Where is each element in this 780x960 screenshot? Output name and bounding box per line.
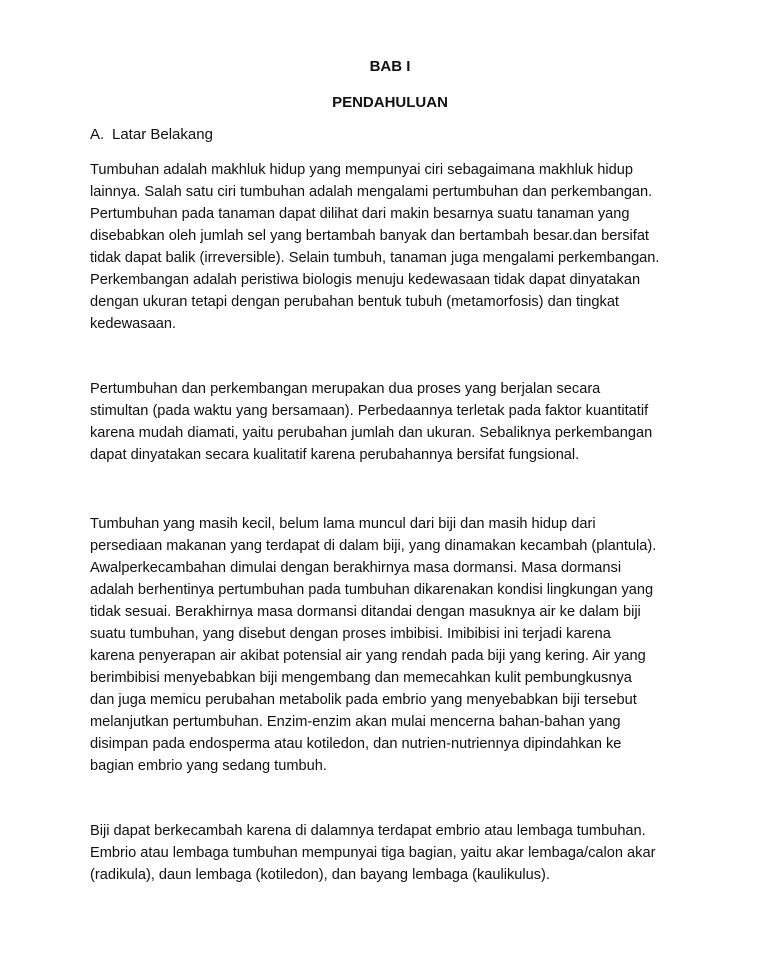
section-heading (90, 126, 213, 143)
paragraph-line: tidak sesuai. Berakhirnya masa dormansi ditandai dengan masuknya air ke dalam biji (90, 604, 641, 620)
paragraph-line: Tumbuhan yang masih kecil, belum lama muncul dari biji dan masih hidup dari (90, 516, 596, 532)
paragraph-line: kedewasaan. (90, 316, 177, 332)
paragraph-line: melanjutkan pertumbuhan. Enzim-enzim akan mulai mencerna bahan-bahan yang (90, 714, 621, 730)
paragraph-line: Awalperkecambahan dimulai dengan berakhirnya masa dormansi. Masa dormansi (90, 560, 622, 576)
paragraph-line: Perkembangan adalah peristiwa biologis menuju kedewasaan tidak dapat dinyatakan (90, 272, 641, 288)
paragraph-line: Tumbuhan adalah makhluk hidup yang mempunyai ciri sebagaimana makhluk hidup (90, 162, 633, 178)
paragraph-line: Pertumbuhan dan perkembangan merupakan dua proses yang berjalan secara (90, 381, 601, 397)
paragraph-line: dan juga memicu perubahan metabolik pada embrio yang menyebabkan biji tersebut (90, 692, 637, 708)
section-title: Latar Belakang (112, 126, 213, 143)
chapter-title: PENDAHULUAN (332, 94, 448, 111)
paragraph-line: Embrio atau lembaga tumbuhan mempunyai tiga bagian, yaitu akar lembaga/calon akar (90, 845, 656, 861)
paragraph-line: suatu tumbuhan, yang disebut dengan proses imbibisi. Imibibisi ini terjadi karena (90, 626, 611, 642)
paragraph-1 (90, 159, 710, 335)
paragraph-line: adalah berhentinya pertumbuhan pada tumbuhan dikarenakan kondisi lingkungan yang (90, 582, 654, 598)
section-marker: A. (90, 126, 105, 143)
paragraph-3 (90, 513, 710, 777)
paragraph-line: (radikula), daun lembaga (kotiledon), dan bayang lembaga (kaulikulus). (90, 867, 550, 883)
paragraph-line: Pertumbuhan pada tanaman dapat dilihat dari makin besarnya suatu tanaman yang (90, 206, 630, 222)
paragraph-line: dapat dinyatakan secara kualitatif karena perubahannya bersifat fungsional. (90, 447, 580, 463)
paragraph-line: dengan ukuran tetapi dengan perubahan bentuk tubuh (metamorfosis) dan tingkat (90, 294, 619, 310)
paragraph-2 (90, 378, 710, 466)
paragraph-line: disebabkan oleh jumlah sel yang bertambah banyak dan bertambah besar.dan bersifat (90, 228, 649, 244)
paragraph-line: berimbibisi menyebabkan biji mengembang dan memecahkan kulit pembungkusnya (90, 670, 632, 686)
paragraph-line: persediaan makanan yang terdapat di dalam biji, yang dinamakan kecambah (plantula). (90, 538, 657, 554)
paragraph-line: stimultan (pada waktu yang bersamaan). Perbedaannya terletak pada faktor kuantitatif (90, 403, 649, 419)
paragraph-line: disimpan pada endosperma atau kotiledon, dan nutrien-nutriennya dipindahkan ke (90, 736, 622, 752)
paragraph-line: karena mudah diamati, yaitu perubahan jumlah dan ukuran. Sebaliknya perkembangan (90, 425, 653, 441)
paragraph-line: tidak dapat balik (irreversible). Selain tumbuh, tanaman juga mengalami perkembangan. (90, 250, 660, 266)
paragraph-line: bagian embrio yang sedang tumbuh. (90, 758, 327, 774)
paragraph-line: Biji dapat berkecambah karena di dalamnya terdapat embrio atau lembaga tumbuhan. (90, 823, 646, 839)
chapter-number: BAB I (369, 58, 411, 75)
paragraph-4 (90, 820, 710, 886)
paragraph-line: lainnya. Salah satu ciri tumbuhan adalah mengalami pertumbuhan dan perkembangan. (90, 184, 653, 200)
paragraph-line: karena penyerapan air akibat potensial air yang rendah pada biji yang kering. Air yang (90, 648, 646, 664)
